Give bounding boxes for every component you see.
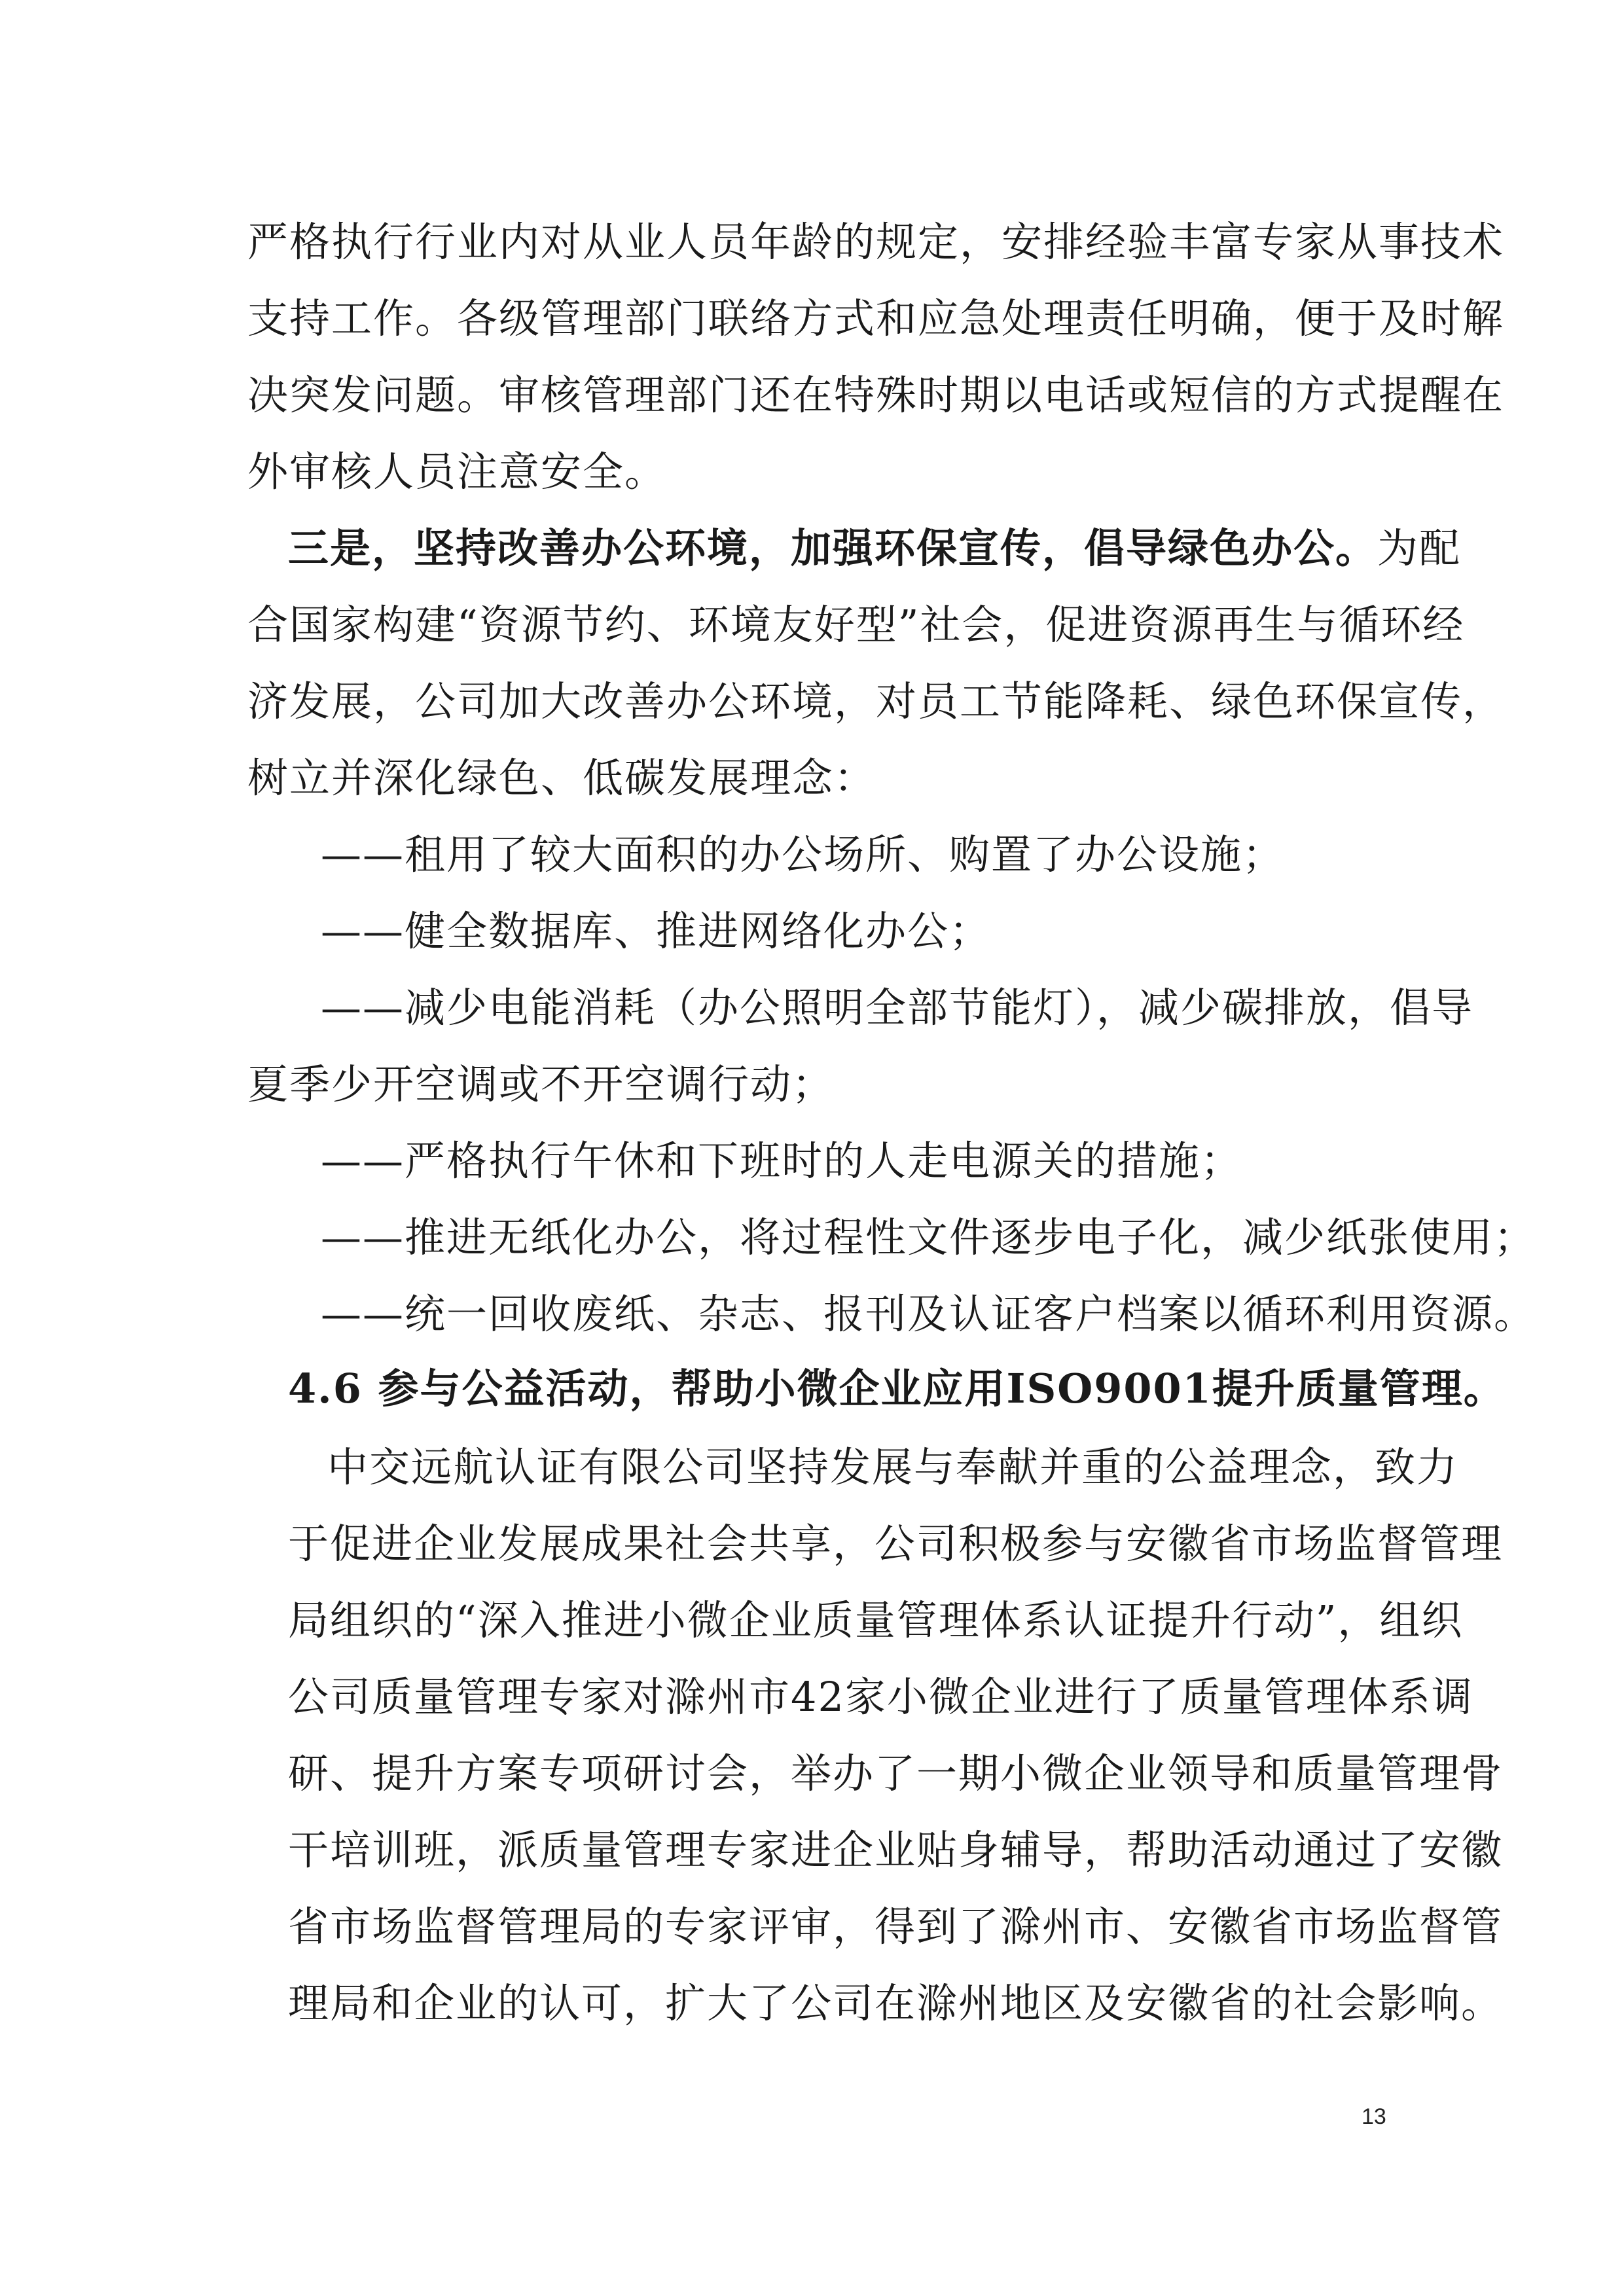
text-line: 省市场监督管理局的专家评审，得到了滁州市、安徽省市场监督管 bbox=[288, 1903, 1504, 1950]
text-line: 公司质量管理专家对滁州市42家小微企业进行了质量管理体系调 bbox=[288, 1673, 1473, 1721]
text-line: 于促进企业发展成果社会共享，公司积极参与安徽省市场监督管理 bbox=[288, 1520, 1504, 1568]
point3-heading-line bbox=[288, 522, 1462, 575]
text-line: 严格执行行业内对从业人员年龄的规定，安排经验丰富专家从事技术 bbox=[247, 218, 1505, 266]
text-line: 外审核人员注意安全。 bbox=[247, 448, 667, 495]
text-line: 干培训班，派质量管理专家进企业贴身辅导，帮助活动通过了安徽 bbox=[288, 1826, 1504, 1874]
text-line: 理局和企业的认可，扩大了公司在滁州地区及安徽省的社会影响。 bbox=[288, 1979, 1504, 2027]
text-line: 局组织的“深入推进小微企业质量管理体系认证提升行动”，组织 bbox=[288, 1596, 1464, 1644]
text-line: 中交远航认证有限公司坚持发展与奉献并重的公益理念，致力 bbox=[327, 1443, 1459, 1491]
page-number: 13 bbox=[1362, 2104, 1386, 2129]
text-line: 树立并深化绿色、低碳发展理念： bbox=[247, 754, 876, 802]
point3-heading: 三是，坚持改善办公环境，加强环保宣传，倡导绿色办公。 bbox=[288, 524, 1378, 572]
dash-item: ——严格执行午休和下班时的人走电源关的措施； bbox=[321, 1137, 1243, 1185]
text-line: 决突发问题。审核管理部门还在特殊时期以电话或短信的方式提醒在 bbox=[247, 371, 1505, 419]
text-line: 研、提升方案专项研讨会，举办了一期小微企业领导和质量管理骨 bbox=[288, 1749, 1504, 1797]
dash-item: ——减少电能消耗（办公照明全部节能灯），减少碳排放，倡导 bbox=[321, 984, 1474, 1031]
point3-heading-tail: 为配 bbox=[1377, 524, 1462, 572]
text-line: 济发展，公司加大改善办公环境，对员工节能降耗、绿色环保宣传， bbox=[247, 677, 1505, 725]
dash-item: ——推进无纸化办公，将过程性文件逐步电子化，减少纸张使用； bbox=[321, 1213, 1536, 1261]
dash-item: ——租用了较大面积的办公场所、购置了办公设施； bbox=[321, 831, 1285, 878]
section-heading: 4.6 参与公益活动，帮助小微企业应用ISO9001提升质量管理。 bbox=[288, 1365, 1506, 1412]
dash-item: ——统一回收废纸、杂志、报刊及认证客户档案以循环利用资源。 bbox=[321, 1290, 1536, 1338]
dash-item-continuation: 夏季少开空调或不开空调行动； bbox=[247, 1060, 835, 1108]
text-line: 支持工作。各级管理部门联络方式和应急处理责任明确，便于及时解 bbox=[247, 295, 1505, 342]
text-line: 合国家构建“资源节约、环境友好型”社会，促进资源再生与循环经 bbox=[247, 601, 1465, 649]
dash-item: ——健全数据库、推进网络化办公； bbox=[321, 907, 992, 955]
